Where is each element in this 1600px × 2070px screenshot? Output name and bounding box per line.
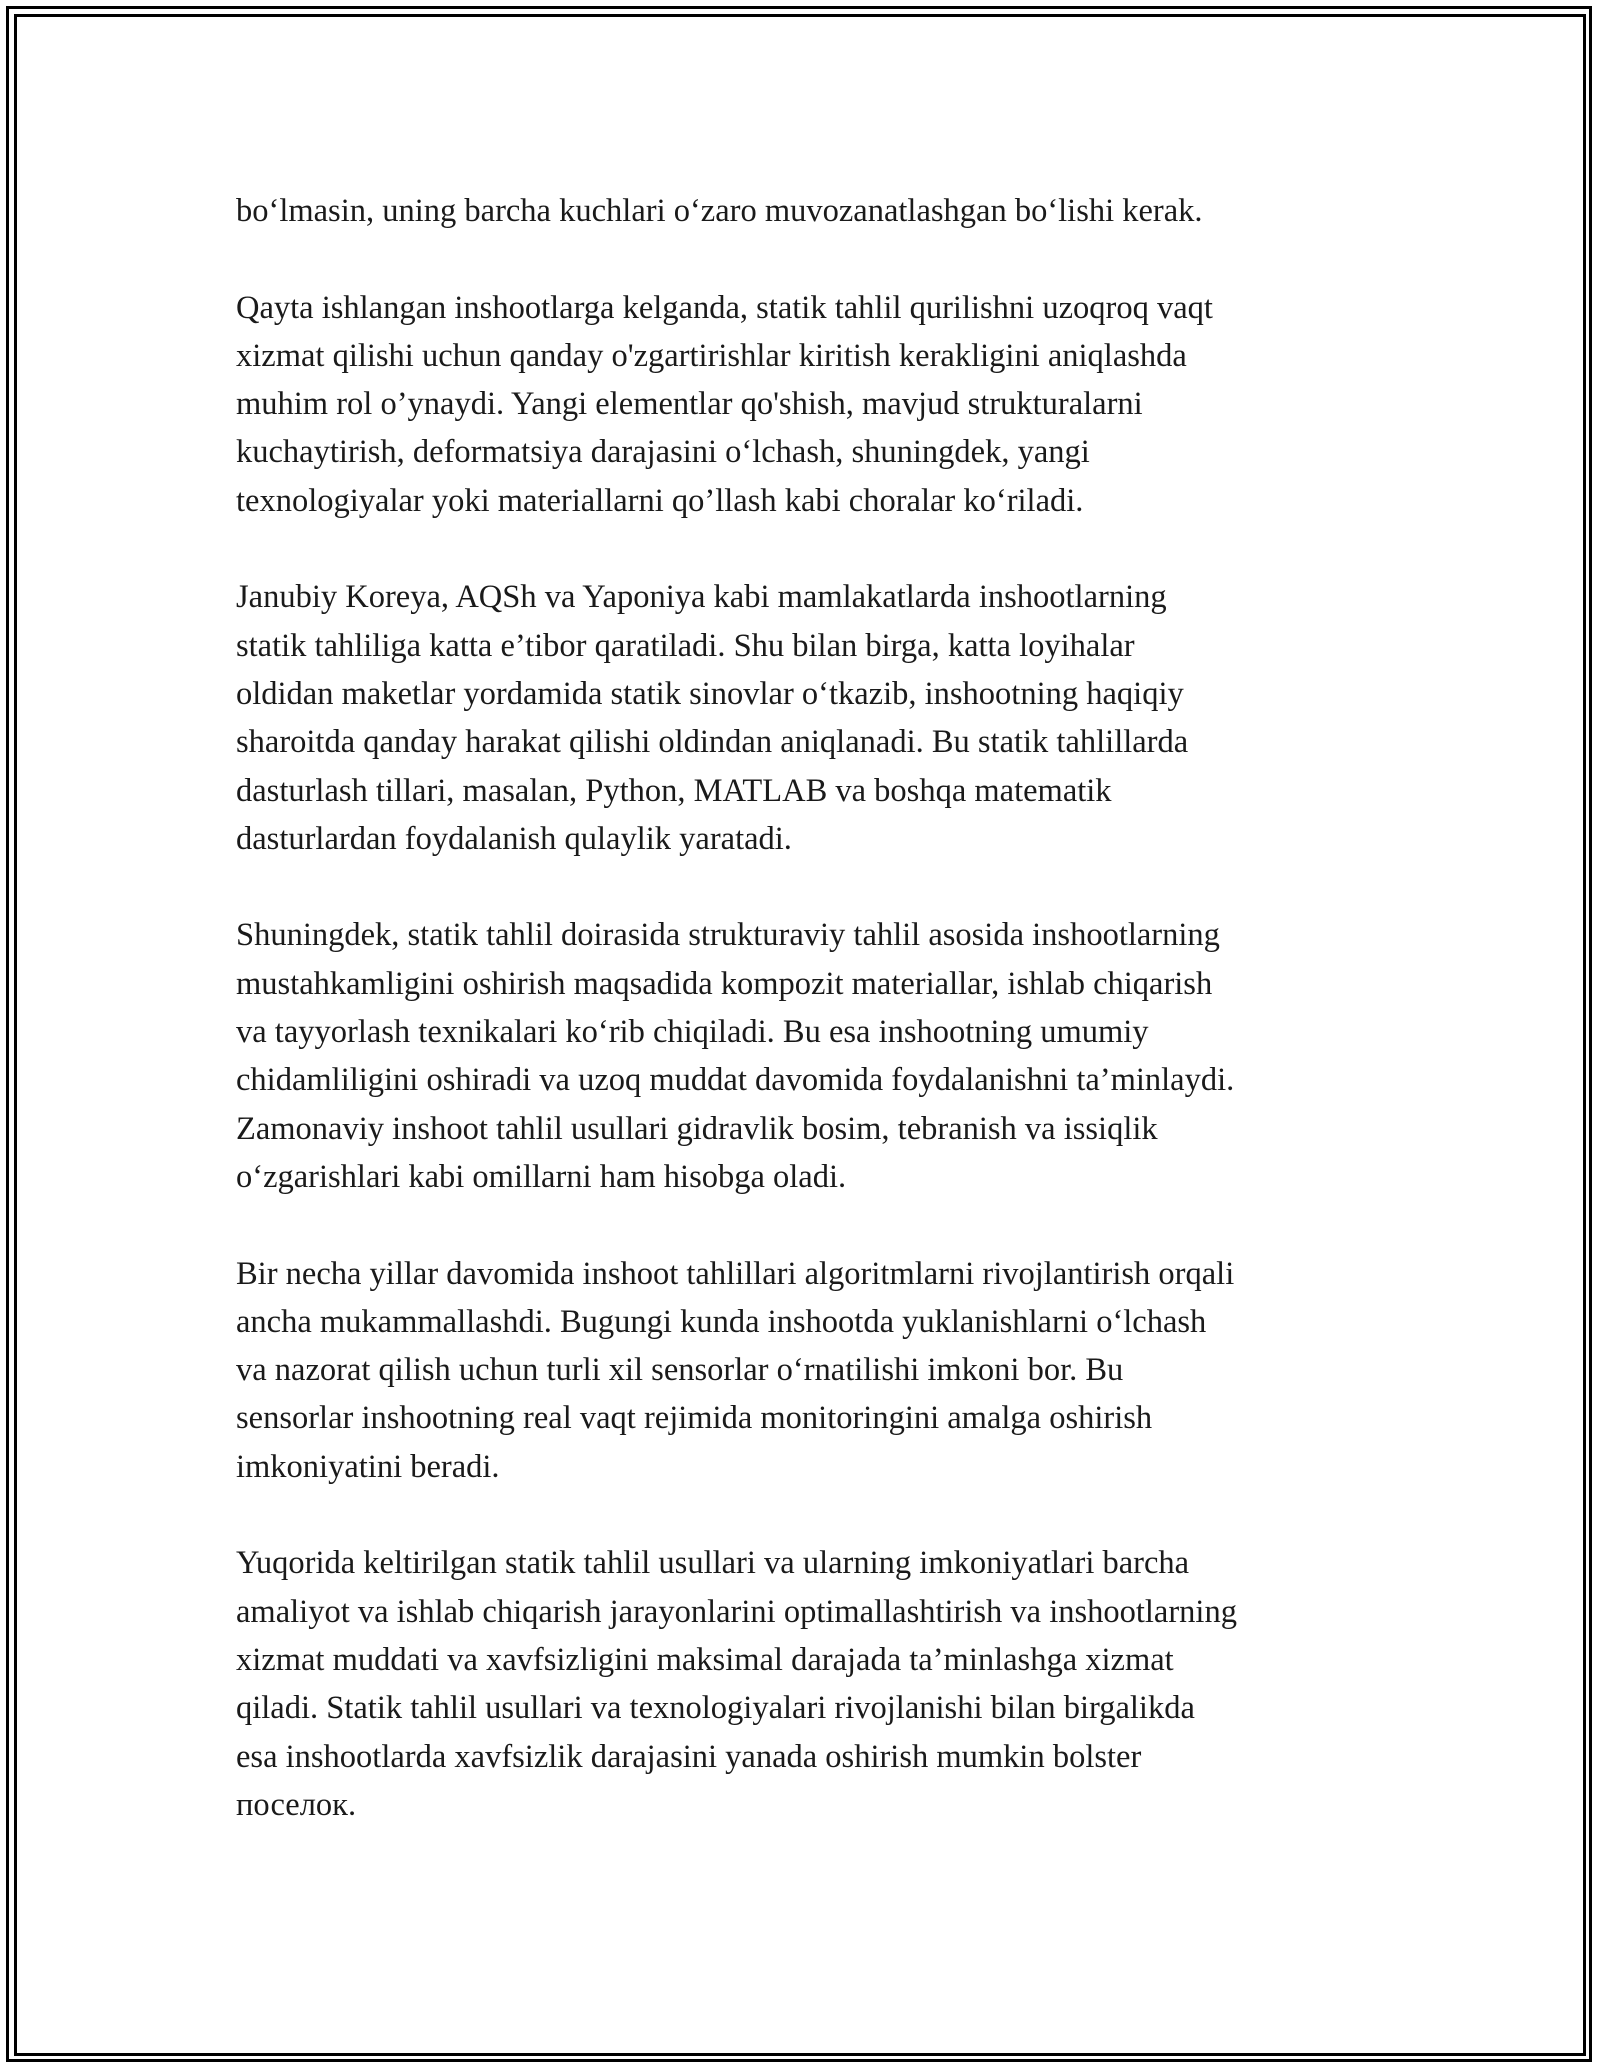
text-line: xizmat muddati va xavfsizligini maksimal darajada ta’minlashga xizmat: [236, 1641, 1174, 1678]
text-line: qiladi. Statik tahlil usullari va texnologiyalari rivojlanishi bilan birgalikda: [236, 1690, 1195, 1727]
text-line: chidamliligini oshiradi va uzoq muddat davomida foydalanishni ta’minlaydi.: [236, 1062, 1235, 1099]
text-line: texnologiyalar yoki materiallarni qo’llash kabi choralar koʻriladi.: [236, 482, 1084, 519]
text-line: ancha mukammallashdi. Bugungi kunda inshootda yuklanishlarni oʻlchash: [236, 1303, 1207, 1340]
text-line: esa inshootlarda xavfsizlik darajasini yanada oshirish mumkin bolster: [236, 1738, 1142, 1775]
text-line: xizmat qilishi uchun qanday o'zgartirishlar kiritish kerakligini aniqlashda: [236, 337, 1187, 374]
text-line: dasturlardan foydalanish qulaylik yaratadi.: [236, 820, 792, 857]
text-line: mustahkamligini oshirish maqsadida kompozit materiallar, ishlab chiqarish: [236, 965, 1213, 1002]
text-line: Zamonaviy inshoot tahlil usullari gidravlik bosim, tebranish va issiqlik: [236, 1110, 1158, 1147]
text-line: Yuqorida keltirilgan statik tahlil usullari va ularning imkoniyatlari barcha: [236, 1545, 1190, 1582]
paragraph-4: [236, 911, 1376, 1201]
paragraph-6: [236, 1539, 1376, 1829]
document-body: [236, 187, 1376, 1829]
text-line: Shuningdek, statik tahlil doirasida strukturaviy tahlil asosida inshootlarning: [236, 917, 1220, 954]
paragraph-5: [236, 1250, 1376, 1491]
text-line: Janubiy Koreya, AQSh va Yaponiya kabi mamlakatlarda inshootlarning: [236, 579, 1167, 616]
text-line: va nazorat qilish uchun turli xil sensorlar oʻrnatilishi imkoni bor. Bu: [236, 1352, 1124, 1389]
text-line: dasturlash tillari, masalan, Python, MATLAB va boshqa matematik: [236, 772, 1112, 809]
text-line: поселок.: [236, 1786, 357, 1823]
text-line: sharoitda qanday harakat qilishi oldindan aniqlanadi. Bu statik tahlillarda: [236, 724, 1189, 761]
text-line: oʻzgarishlari kabi omillarni ham hisobga oladi.: [236, 1158, 847, 1195]
text-line: Bir necha yillar davomida inshoot tahlillari algoritmlarni rivojlantirish orqali: [236, 1255, 1235, 1292]
paragraph-2: [236, 284, 1376, 525]
paragraph-3: [236, 573, 1376, 863]
text-line: kuchaytirish, deformatsiya darajasini oʻlchash, shuningdek, yangi: [236, 434, 1090, 471]
text-line: oldidan maketlar yordamida statik sinovlar oʻtkazib, inshootning haqiqiy: [236, 675, 1184, 712]
text-line: amaliyot va ishlab chiqarish jarayonlarini optimallashtirish va inshootlarning: [236, 1593, 1237, 1630]
text-line: Qayta ishlangan inshootlarga kelganda, statik tahlil qurilishni uzoqroq vaqt: [236, 289, 1213, 326]
text-line: boʻlmasin, uning barcha kuchlari oʻzaro muvozanatlashgan boʻlishi kerak.: [236, 193, 1203, 229]
text-line: imkoniyatini beradi.: [236, 1448, 500, 1485]
text-line: statik tahliliga katta e’tibor qaratiladi. Shu bilan birga, katta loyihalar: [236, 627, 1135, 664]
text-line: sensorlar inshootning real vaqt rejimida monitoringini amalga oshirish: [236, 1400, 1153, 1437]
text-line: va tayyorlash texnikalari koʻrib chiqiladi. Bu esa inshootning umumiy: [236, 1014, 1149, 1051]
text-line: muhim rol o’ynaydi. Yangi elementlar qo'shish, mavjud strukturalarni: [236, 386, 1143, 423]
paragraph-1: [236, 187, 1376, 235]
